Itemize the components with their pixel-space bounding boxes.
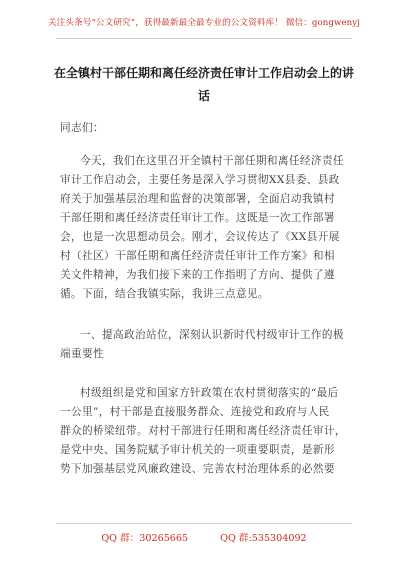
paragraph-intro — [60, 152, 352, 304]
title-line: 在全镇村干部任期和离任经济责任审计工作启动会上的讲 — [53, 66, 354, 80]
paragraph-line: 一公里”，村干部是直接服务群众、连接党和政府与人民 — [60, 406, 330, 418]
paragraph-line: 审计工作启动会，主要任务是深入学习贯彻XX县委、县政 — [60, 174, 340, 186]
section-heading-1 — [60, 326, 352, 364]
salutation-text: 同志们： — [60, 122, 104, 134]
footer-qq-group-2: QQ 群:535304092 — [220, 533, 307, 544]
section-heading-line: 一、提高政治站位，深刻认识新时代村级审计工作的极 — [80, 329, 344, 341]
paragraph-line: 是党中央、国务院赋予审计机关的一项重要职责，是新形 — [60, 444, 335, 456]
paragraph-line: 会，也是一次思想动员会。刚才，会议传达了《XX县开展 — [60, 231, 340, 243]
title-line: 话 — [197, 89, 210, 103]
paragraph-line: 府关于加强基层治理和监督的决策部署，全面启动我镇村 — [60, 193, 335, 205]
footer-qq-group-1: QQ 群：30265665 — [101, 533, 189, 544]
paragraph-line: 势下加强基层党风廉政建设、完善农村治理体系的必然要 — [60, 463, 335, 475]
paragraph-line: 村（社区）干部任期和离任经济责任审计工作方案》和相 — [60, 250, 335, 262]
header-promo-note: 关注头条号“公文研究”，获得最新最全最专业的公文资料库！ 微信：gongwenyj — [47, 18, 361, 28]
paragraph-line: 村级组织是党和国家方针政策在农村贯彻落实的“最后 — [80, 387, 339, 399]
paragraph-line: 关文件精神，为我们接下来的工作指明了方向、提供了遵 — [60, 269, 335, 281]
paragraph-line: 群众的桥梁纽带。对村干部进行任期和离任经济责任审计， — [60, 425, 346, 437]
salutation — [60, 119, 352, 138]
section-heading-line: 端重要性 — [60, 348, 104, 360]
footer-divider — [56, 523, 352, 524]
paragraph-line: 干部任期和离任经济责任审计工作。这既是一次工作部署 — [60, 212, 335, 224]
paragraph-village-organizations — [60, 384, 352, 479]
paragraph-line: 今天，我们在这里召开全镇村干部任期和离任经济责任 — [80, 155, 344, 167]
document-title — [40, 62, 368, 108]
header-divider — [56, 38, 352, 39]
paragraph-line: 循。下面，结合我镇实际，我讲三点意见。 — [60, 288, 269, 300]
footer-contact — [0, 530, 408, 544]
